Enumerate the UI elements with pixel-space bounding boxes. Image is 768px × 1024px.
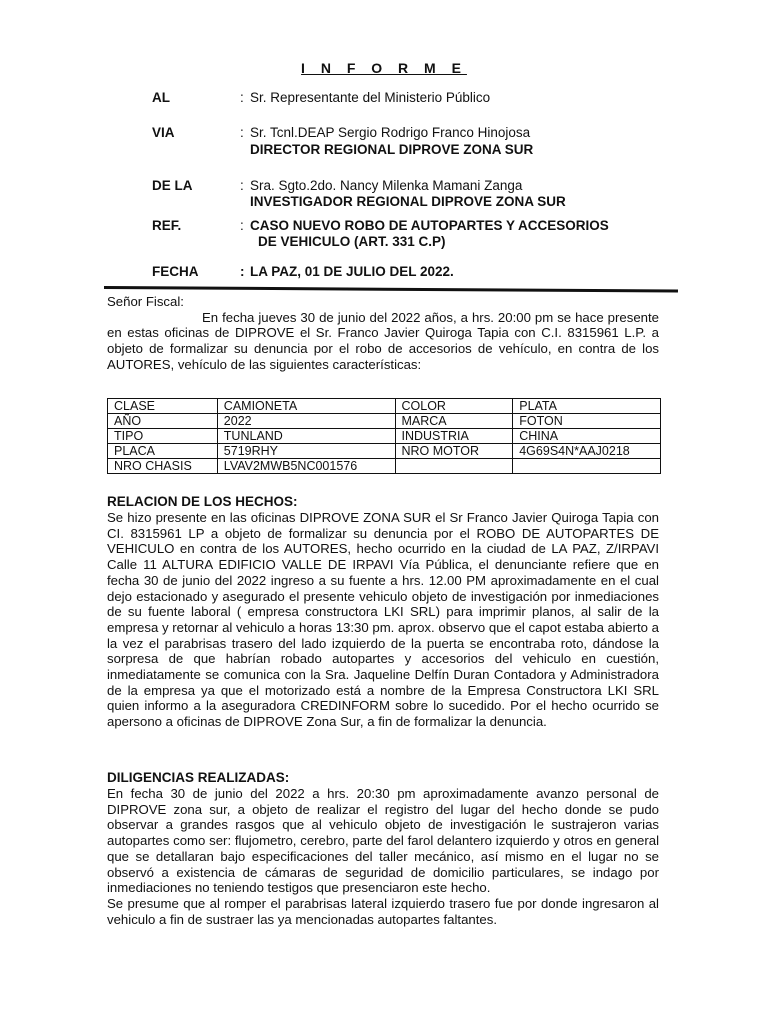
header-ref-label: REF. xyxy=(152,218,182,233)
header-dela-colon: : xyxy=(240,178,244,193)
header-via-value: Sr. Tcnl.DEAP Sergio Rodrigo Franco Hinojosa xyxy=(250,125,531,140)
diligencias-paragraph-1: En fecha 30 de junio del 2022 a hrs. 20:30 pm aproximadamente avanzo personal de DIPROVE zona sur, a objeto de realizar el registro del lugar del hecho donde se pudo observar a grandes rasgos que al vehiculo objeto de investigación le sustrajeron varias autopartes como ser: flujometro, cerebro, parte del farol delantero izquierdo y otros en general que se detallaran bajo especificaciones del taller mecánico, así mismo en el lugar no se observó a existencia de cámaras de seguridad de domicilio particulares, se indago por inmediaciones no teniendo testigos que presenciaron este hecho. xyxy=(107,786,659,896)
table-cell: PLATA xyxy=(513,399,661,414)
table-cell: 2022 xyxy=(217,414,395,429)
table-cell: PLACA xyxy=(108,444,218,459)
header-ref-value-2: DE VEHICULO (ART. 331 C.P) xyxy=(258,234,446,249)
table-cell: TUNLAND xyxy=(217,429,395,444)
salutation: Señor Fiscal: xyxy=(107,294,184,309)
hechos-heading: RELACION DE LOS HECHOS: xyxy=(107,494,298,509)
table-cell: CLASE xyxy=(108,399,218,414)
diligencias-section xyxy=(107,786,659,927)
table-cell: TIPO xyxy=(108,429,218,444)
header-al-label: AL xyxy=(152,90,170,105)
header-fecha-label: FECHA xyxy=(152,264,199,279)
diligencias-paragraph-2: Se presume que al romper el parabrisas lateral izquierdo trasero fue por donde ingresaron al vehiculo a fin de sustraer las ya mencionadas autopartes faltantes. xyxy=(107,895,659,927)
table-row xyxy=(108,459,661,474)
table-cell: COLOR xyxy=(395,399,513,414)
table-row xyxy=(108,444,661,459)
header-dela-value-2: INVESTIGADOR REGIONAL DIPROVE ZONA SUR xyxy=(250,194,566,209)
table-cell: 5719RHY xyxy=(217,444,395,459)
table-cell: LVAV2MWB5NC001576 xyxy=(217,459,395,474)
header-via-colon: : xyxy=(240,125,244,140)
intro-paragraph: En fecha jueves 30 de junio del 2022 años, a hrs. 20:00 pm se hace presente en estas oficinas de DIPROVE el Sr. Franco Javier Quiroga Tapia con C.I. 8315961 L.P. a objeto de formalizar su denuncia por el robo de accesorios de vehículo, en contra de los AUTORES, vehículo de las siguientes características: xyxy=(107,309,659,372)
header-fecha-colon: : xyxy=(240,264,245,279)
table-row xyxy=(108,414,661,429)
header-via-label: VIA xyxy=(152,125,175,140)
report-title: I N F O R M E xyxy=(301,60,467,76)
hechos-paragraph: Se hizo presente en las oficinas DIPROVE ZONA SUR el Sr Franco Javier Quiroga Tapia con CI. 8315961 LP a objeto de formalizar su denuncia por el ROBO DE AUTOPARTES DE VEHICULO en contra de los AUTORES, hecho ocurrido en la ciudad de LA PAZ, Z/IRPAVI Calle 11 ALTURA EDIFICIO VALLE DE IRPAVI Vía Pública, el denunciante refiere que en fecha 30 de junio del 2022 ingreso a su fuente a hrs. 12.00 PM aproximadamente en el cual dejo estacionado y asegurado el presente vehiculo objeto de investigación por inmediaciones de su fuente laboral ( empresa constructora LKI SRL) para imprimir planos, al salir de la empresa y retornar al vehiculo a horas 13:30 pm. aprox. observo que el capot estaba abierto a la vez el parabrisas trasero del lado izquierdo de la puerta se encontraba roto, dándose la sorpresa de que habrían robado autopartes y accesorios del vehiculo en cuestión, inmediatamente se comunica con la Sra. Jaqueline Delfín Duran Contadora y Administradora de la empresa ya que el motorizado está a nombre de la Empresa Constructora LKI SRL quien informo a la aseguradora CREDINFORM sobre lo sucedido. Por el hecho ocurrido se apersono a oficinas de DIPROVE Zona Sur, a fin de formalizar la denuncia. xyxy=(107,510,660,730)
table-cell: 4G69S4N*AAJ0218 xyxy=(513,444,661,459)
table-cell: NRO CHASIS xyxy=(108,459,218,474)
table-cell: CHINA xyxy=(513,429,661,444)
header-divider xyxy=(104,286,678,293)
table-cell: INDUSTRIA xyxy=(395,429,513,444)
table-cell xyxy=(513,459,661,474)
header-dela-value: Sra. Sgto.2do. Nancy Milenka Mamani Zanga xyxy=(250,178,523,193)
table-row xyxy=(108,399,661,414)
header-fecha-value: LA PAZ, 01 DE JULIO DEL 2022. xyxy=(250,264,454,279)
header-al-colon: : xyxy=(240,90,244,105)
header-ref-value: CASO NUEVO ROBO DE AUTOPARTES Y ACCESORIOS xyxy=(250,218,609,233)
table-row xyxy=(108,429,661,444)
header-ref-colon: : xyxy=(240,218,244,233)
intro-section xyxy=(107,294,659,373)
table-cell: MARCA xyxy=(395,414,513,429)
vehicle-table xyxy=(107,398,661,474)
header-via-value-2: DIRECTOR REGIONAL DIPROVE ZONA SUR xyxy=(250,142,534,157)
table-cell: CAMIONETA xyxy=(217,399,395,414)
header-dela-label: DE LA xyxy=(152,178,193,193)
table-cell: FOTON xyxy=(513,414,661,429)
table-cell: NRO MOTOR xyxy=(395,444,513,459)
hechos-section xyxy=(107,510,659,730)
table-cell: AÑO xyxy=(108,414,218,429)
diligencias-heading: DILIGENCIAS REALIZADAS: xyxy=(107,770,290,785)
header-al-value: Sr. Representante del Ministerio Público xyxy=(250,90,491,105)
table-cell xyxy=(395,459,513,474)
